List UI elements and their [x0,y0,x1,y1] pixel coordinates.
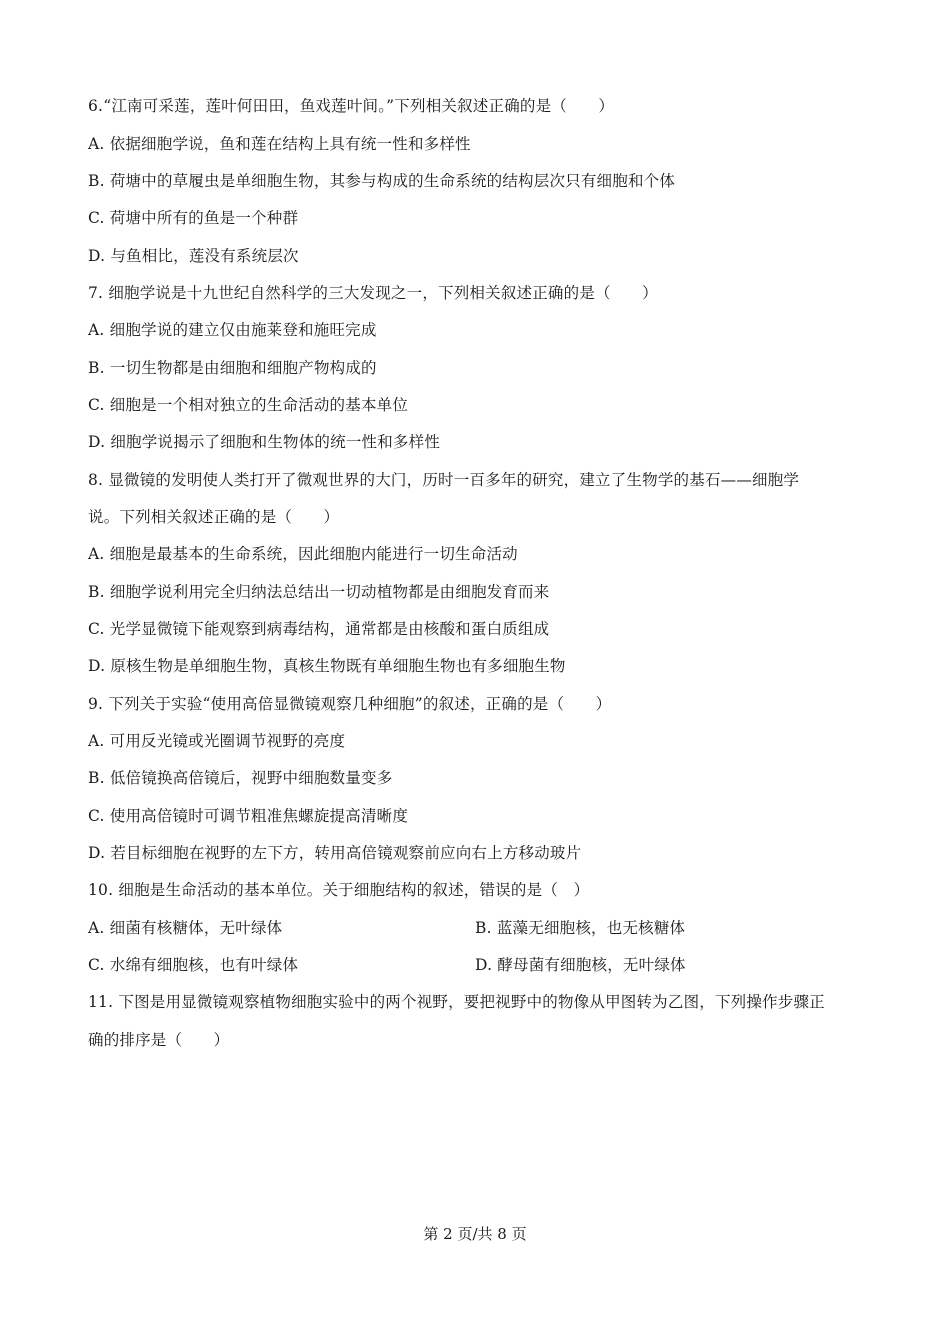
question-8-option-b: B. 细胞学说利用完全归纳法总结出一切动植物都是由细胞发育而来 [88,583,550,601]
question-7-option-a: A. 细胞学说的建立仅由施莱登和施旺完成 [88,321,377,339]
question-7-option-c: C. 细胞是一个相对独立的生命活动的基本单位 [88,396,409,414]
question-9-option-b: B. 低倍镜换高倍镜后，视野中细胞数量变多 [88,769,393,787]
question-6-option-c: C. 荷塘中所有的鱼是一个种群 [88,209,299,227]
question-7-option-d: D. 细胞学说揭示了细胞和生物体的统一性和多样性 [88,433,441,451]
question-6-option-d: D. 与鱼相比，莲没有系统层次 [88,247,299,265]
question-10-option-c: C. 水绵有细胞核，也有叶绿体 [88,956,299,974]
question-10-stem: 10. 细胞是生命活动的基本单位。关于细胞结构的叙述，错误的是（ ） [88,881,590,899]
question-6-option-a: A. 依据细胞学说，鱼和莲在结构上具有统一性和多样性 [88,135,471,153]
question-8-stem-line-2: 说。下列相关叙述正确的是（ ） [88,508,340,526]
question-8-option-d: D. 原核生物是单细胞生物，真核生物既有单细胞生物也有多细胞生物 [88,657,566,675]
page-number-footer: 第 2 页/共 8 页 [423,1225,527,1243]
question-10-option-d: D. 酵母菌有细胞核，无叶绿体 [475,956,686,974]
question-7-stem: 7. 细胞学说是十九世纪自然科学的三大发现之一，下列相关叙述正确的是（ ） [88,284,658,302]
question-6-stem: 6.“江南可采莲，莲叶何田田，鱼戏莲叶间。”下列相关叙述正确的是（ ） [88,97,615,115]
question-7-option-b: B. 一切生物都是由细胞和细胞产物构成的 [88,359,377,377]
question-11-stem-line-1: 11. 下图是用显微镜观察植物细胞实验中的两个视野，要把视野中的物像从甲图转为乙图，下列操作步骤正 [88,993,825,1011]
question-8-option-a: A. 细胞是最基本的生命系统，因此细胞内能进行一切生命活动 [88,545,518,563]
question-9-option-c: C. 使用高倍镜时可调节粗准焦螺旋提高清晰度 [88,807,409,825]
question-6-option-b: B. 荷塘中的草履虫是单细胞生物，其参与构成的生命系统的结构层次只有细胞和个体 [88,172,676,190]
question-8-option-c: C. 光学显微镜下能观察到病毒结构，通常都是由核酸和蛋白质组成 [88,620,550,638]
question-9-stem: 9. 下列关于实验“使用高倍显微镜观察几种细胞”的叙述，正确的是（ ） [88,695,612,713]
question-9-option-a: A. 可用反光镜或光圈调节视野的亮度 [88,732,346,750]
question-10-option-b: B. 蓝藻无细胞核，也无核糖体 [475,919,686,937]
question-8-stem-line-1: 8. 显微镜的发明使人类打开了微观世界的大门，历时一百多年的研究，建立了生物学的基石——细胞学 [88,471,800,489]
question-10-option-a: A. 细菌有核糖体，无叶绿体 [88,919,283,937]
question-11-stem-line-2: 确的排序是（ ） [88,1031,230,1049]
question-9-option-d: D. 若目标细胞在视野的左下方，转用高倍镜观察前应向右上方移动玻片 [88,844,582,862]
